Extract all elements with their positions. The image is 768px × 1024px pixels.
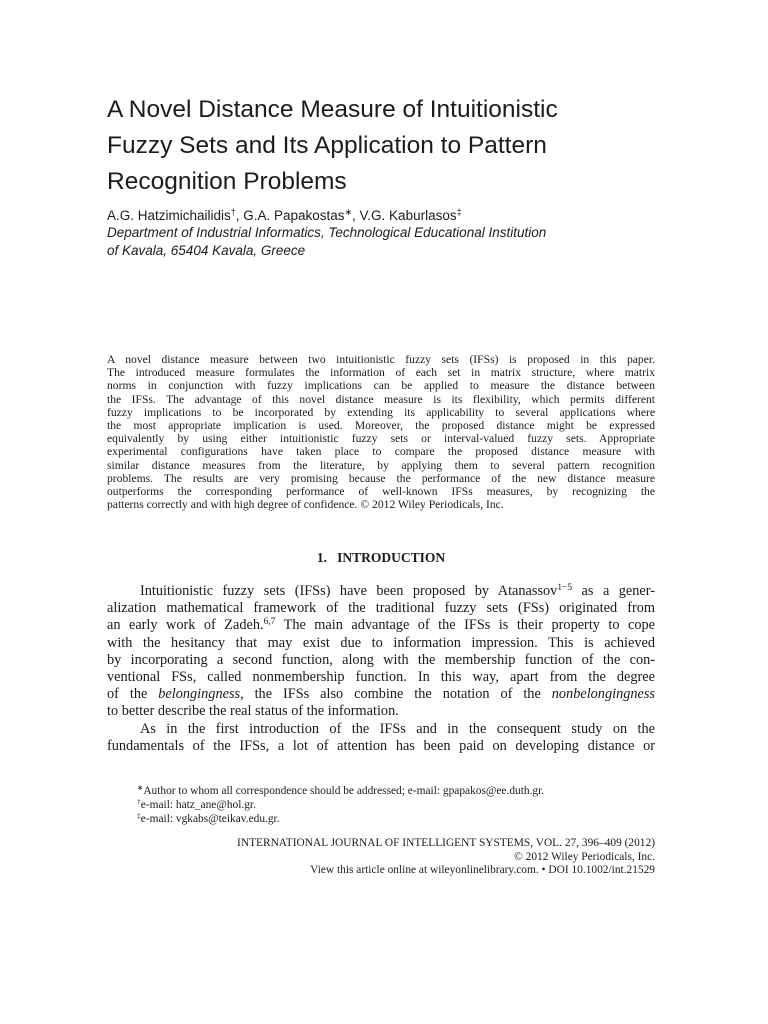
paper-title	[107, 92, 667, 200]
affiliation-line: of Kavala, 65404 Kavala, Greece	[107, 243, 306, 258]
footnote	[137, 798, 657, 812]
footnote	[137, 812, 657, 826]
body-text	[107, 583, 655, 755]
footnote-mark: ‡	[456, 207, 462, 218]
body-line: ventional FSs, called nonmembership function. In this way, apart from the degree	[107, 668, 655, 685]
citation: 6,7	[263, 617, 276, 628]
journal-line: INTERNATIONAL JOURNAL OF INTELLIGENT SYSTEMS, VOL. 27, 396–409 (2012)	[237, 837, 655, 849]
body-line	[107, 721, 655, 738]
text-run: , the IFSs also combine the notation of the	[240, 686, 552, 703]
text-run: As in the first introduction of the IFSs and in the consequent study on the	[140, 720, 655, 737]
text-run: The main advantage of the IFSs is their property to cope	[275, 617, 656, 634]
abstract-line: equivalently by using either intuitionistic fuzzy sets or interval-valued fuzzy sets. Appropriate	[107, 432, 655, 446]
affiliation	[107, 224, 667, 260]
title-line: A Novel Distance Measure of Intuitionistic	[107, 96, 558, 123]
abstract-line: outperforms the corresponding performance of well-known IFSs measures, by recognizing the	[107, 484, 655, 498]
abstract-line: fuzzy implications to be incorporated by extending its applicability to several applications where	[107, 405, 655, 419]
text-run: an early work of Zadeh.	[107, 617, 264, 634]
abstract-line: similar distance measures from the literature, by applying them to several pattern recognition	[107, 458, 655, 472]
abstract-line: norms in conjunction with fuzzy implications can be applied to measure the distance between	[107, 379, 655, 393]
abstract-line: patterns correctly and with high degree of confidence. © 2012 Wiley Periodicals, Inc.	[107, 498, 504, 512]
body-line	[107, 686, 655, 703]
footnote-text: e-mail: vgkabs@teikav.edu.gr.	[140, 813, 280, 825]
author-list	[107, 207, 667, 224]
abstract-line: the IFSs. The advantage of this novel distance measure is its flexibility, which permits different	[107, 392, 655, 406]
section-heading: 1. INTRODUCTION	[316, 550, 446, 565]
title-line: Fuzzy Sets and Its Application to Pattern	[107, 132, 547, 159]
body-line: by incorporating a second function, along with the membership function of the con-	[107, 651, 655, 668]
body-line	[107, 617, 655, 634]
footnote-text: Author to whom all correspondence should be addressed; e-mail: gpapakos@ee.duth.gr.	[143, 785, 545, 797]
footnotes	[137, 784, 657, 826]
footnote-text: e-mail: hatz_ane@hol.gr.	[140, 799, 256, 811]
body-line: to better describe the real status of the information.	[107, 703, 399, 720]
footnote-mark: ∗	[137, 782, 144, 792]
text-run: as a gener-	[572, 583, 655, 599]
abstract-line: A novel distance measure between two intuitionistic fuzzy sets (IFSs) is proposed in this paper.	[107, 353, 655, 366]
author-name: , V.G. Kaburlasos	[352, 208, 457, 223]
abstract-line: problems. The results are very promising because the performance of the new distance measure	[107, 471, 655, 485]
emphasis: nonbelongingness	[551, 686, 655, 703]
footnote-mark: †	[230, 207, 236, 218]
footnote-mark: ‡	[137, 810, 141, 820]
body-line: alization mathematical framework of the traditional fuzzy sets (FSs) originated from	[107, 600, 655, 617]
journal-line: © 2012 Wiley Periodicals, Inc.	[514, 850, 655, 863]
text-run: of the	[107, 686, 159, 703]
footnote-mark: †	[137, 796, 141, 806]
author-name: A.G. Hatzimichailidis	[107, 208, 231, 223]
body-line: fundamentals of the IFSs, a lot of attention has been paid on developing distance or	[107, 737, 655, 754]
footnote	[137, 784, 657, 798]
journal-line: View this article online at wileyonlinelibrary.com. • DOI 10.1002/int.21529	[310, 864, 655, 876]
body-line	[107, 583, 655, 600]
journal-info	[107, 837, 655, 878]
abstract-line: the most appropriate implication is used. Moreover, the proposed distance might be expressed	[107, 418, 655, 432]
text-run: Intuitionistic fuzzy sets (IFSs) have been proposed by Atanassov	[140, 583, 558, 599]
abstract-line: The introduced measure formulates the information of each set in matrix structure, where matrix	[107, 366, 655, 380]
emphasis: belongingness	[158, 686, 241, 703]
affiliation-line: Department of Industrial Informatics, Technological Educational Institution	[107, 225, 547, 240]
abstract	[107, 353, 655, 511]
body-line: with the hesitancy that may exist due to information impression. This is achieved	[107, 634, 655, 651]
footnote-mark: ∗	[344, 207, 353, 218]
title-line: Recognition Problems	[107, 168, 347, 195]
citation: 1−5	[557, 582, 573, 593]
abstract-line: experimental configurations have taken place to compare the proposed distance measure with	[107, 445, 655, 459]
author-name: , G.A. Papakostas	[235, 208, 345, 223]
